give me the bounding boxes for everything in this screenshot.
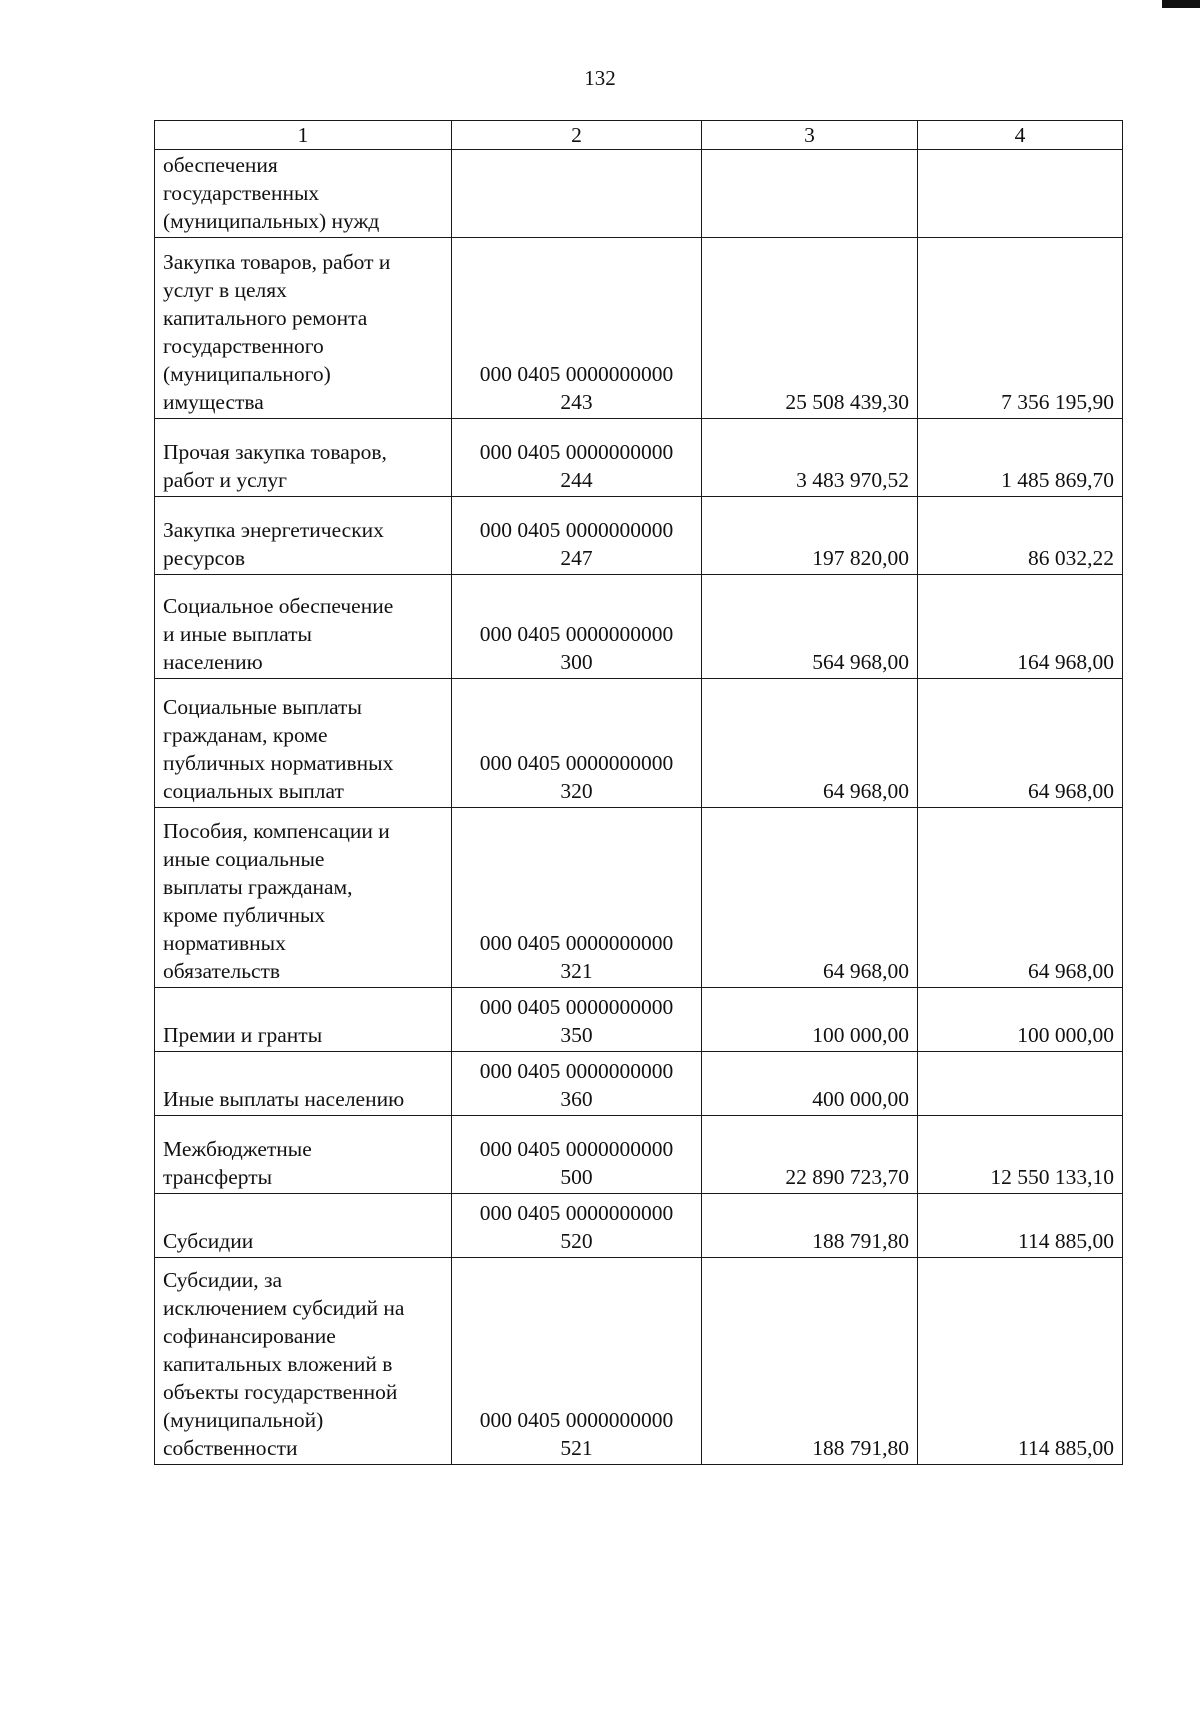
row-name-line: Закупка товаров, работ и [163,250,391,274]
row-name-line: нормативных [163,931,286,955]
row-name-cell [155,238,452,419]
row-amount-col4: 114 885,00 [918,1194,1123,1258]
corner-scan-mark [1162,0,1200,8]
row-code-line: 360 [560,1087,593,1111]
row-name-line: софинансирование [163,1324,336,1348]
row-amount-col3: 25 508 439,30 [702,238,918,419]
row-name-line: Социальные выплаты [163,695,362,719]
row-name-line: Субсидии, за [163,1268,282,1292]
row-name-line: Прочая закупка товаров, [163,440,387,464]
row-name-cell [155,150,452,238]
row-code-cell [452,1258,702,1465]
table-row [155,1116,1123,1194]
column-header-2: 2 [452,121,702,150]
row-name-line: Межбюджетные [163,1137,312,1161]
table-row [155,419,1123,497]
row-code-line: 320 [560,779,593,803]
row-amount-col3: 564 968,00 [702,575,918,679]
column-header-1: 1 [155,121,452,150]
row-amount-col4 [918,150,1123,238]
row-code-line: 000 0405 0000000000 [479,1137,674,1161]
row-name-line: государственного [163,334,324,358]
budget-table [154,120,1123,1465]
row-amount-col3: 197 820,00 [702,497,918,575]
row-name-cell [155,1258,452,1465]
row-code-line: 000 0405 0000000000 [479,1059,674,1083]
column-header-3: 3 [702,121,918,150]
row-name-line: Социальное обеспечение [163,594,394,618]
table-row [155,575,1123,679]
row-code-cell [452,150,702,238]
row-name-cell [155,497,452,575]
row-name-line: обеспечения [163,153,278,177]
row-code-line: 000 0405 0000000000 [479,518,674,542]
row-code-cell [452,1194,702,1258]
row-name-line: выплаты гражданам, [163,875,353,899]
row-amount-col3 [702,150,918,238]
row-name-cell [155,1194,452,1258]
row-name-line: социальных выплат [163,779,344,803]
row-name-line: публичных нормативных [163,751,394,775]
row-name-cell [155,679,452,808]
row-name-line: обязательств [163,959,281,983]
row-name-line: капитальных вложений в [163,1352,393,1376]
row-amount-col3: 64 968,00 [702,679,918,808]
row-name-line: трансферты [163,1165,273,1189]
row-name-line: исключением субсидий на [163,1296,405,1320]
row-name-cell [155,988,452,1052]
row-amount-col4 [918,1052,1123,1116]
row-name-cell [155,419,452,497]
row-name-line: Субсидии [163,1229,254,1253]
row-name-line: объекты государственной [163,1380,398,1404]
row-name-line: имущества [163,390,264,414]
row-name-line: ресурсов [163,546,246,570]
row-code-cell [452,1116,702,1194]
row-code-line: 000 0405 0000000000 [479,1408,674,1432]
table-row [155,1194,1123,1258]
row-name-line: государственных [163,181,320,205]
row-amount-col3: 22 890 723,70 [702,1116,918,1194]
row-name-line: Пособия, компенсации и [163,819,390,843]
row-code-line: 521 [560,1436,593,1460]
row-name-line: (муниципальной) [163,1408,324,1432]
row-code-cell [452,988,702,1052]
page-number: 132 [584,66,616,90]
row-name-cell [155,1116,452,1194]
budget-table-body [155,121,1123,1465]
row-amount-col4: 1 485 869,70 [918,419,1123,497]
row-code-cell [452,497,702,575]
row-code-line: 000 0405 0000000000 [479,362,674,386]
row-name-line: капитального ремонта [163,306,368,330]
row-code-line: 000 0405 0000000000 [479,440,674,464]
row-code-line: 350 [560,1023,593,1047]
row-amount-col4: 12 550 133,10 [918,1116,1123,1194]
table-row [155,1258,1123,1465]
row-code-line: 300 [560,650,593,674]
row-code-cell [452,679,702,808]
row-amount-col4: 64 968,00 [918,808,1123,988]
row-name-line: Закупка энергетических [163,518,384,542]
row-name-line: населению [163,650,263,674]
table-row [155,679,1123,808]
row-name-line: Иные выплаты населению [163,1087,405,1111]
row-name-line: собственности [163,1436,298,1460]
column-number-row [155,121,1123,150]
row-code-cell [452,575,702,679]
row-name-line: гражданам, кроме [163,723,328,747]
row-name-line: Премии и гранты [163,1023,323,1047]
row-amount-col3: 3 483 970,52 [702,419,918,497]
row-amount-col4: 100 000,00 [918,988,1123,1052]
row-amount-col4: 114 885,00 [918,1258,1123,1465]
row-amount-col4: 7 356 195,90 [918,238,1123,419]
table-row [155,988,1123,1052]
row-amount-col3: 64 968,00 [702,808,918,988]
table-row [155,238,1123,419]
row-amount-col3: 188 791,80 [702,1258,918,1465]
row-code-line: 000 0405 0000000000 [479,995,674,1019]
table-row [155,808,1123,988]
row-name-line: и иные выплаты [163,622,312,646]
row-code-line: 000 0405 0000000000 [479,751,674,775]
row-name-line: (муниципального) [163,362,331,386]
row-code-line: 500 [560,1165,593,1189]
row-amount-col3: 188 791,80 [702,1194,918,1258]
row-code-cell [452,238,702,419]
row-code-line: 000 0405 0000000000 [479,1201,674,1225]
table-row [155,497,1123,575]
row-amount-col4: 64 968,00 [918,679,1123,808]
row-name-cell [155,808,452,988]
row-code-line: 243 [560,390,593,414]
row-name-line: кроме публичных [163,903,326,927]
row-amount-col4: 86 032,22 [918,497,1123,575]
row-code-cell [452,808,702,988]
row-name-line: услуг в целях [163,278,287,302]
row-code-cell [452,419,702,497]
row-name-line: (муниципальных) нужд [163,209,380,233]
row-code-cell [452,1052,702,1116]
table-row [155,150,1123,238]
row-code-line: 247 [560,546,593,570]
row-amount-col3: 100 000,00 [702,988,918,1052]
row-code-line: 000 0405 0000000000 [479,622,674,646]
row-code-line: 244 [560,468,593,492]
column-header-4: 4 [918,121,1123,150]
row-code-line: 000 0405 0000000000 [479,931,674,955]
row-amount-col4: 164 968,00 [918,575,1123,679]
row-amount-col3: 400 000,00 [702,1052,918,1116]
table-row [155,1052,1123,1116]
row-code-line: 520 [560,1229,593,1253]
row-code-line: 321 [560,959,593,983]
row-name-cell [155,1052,452,1116]
row-name-cell [155,575,452,679]
row-name-line: работ и услуг [163,468,287,492]
row-name-line: иные социальные [163,847,325,871]
